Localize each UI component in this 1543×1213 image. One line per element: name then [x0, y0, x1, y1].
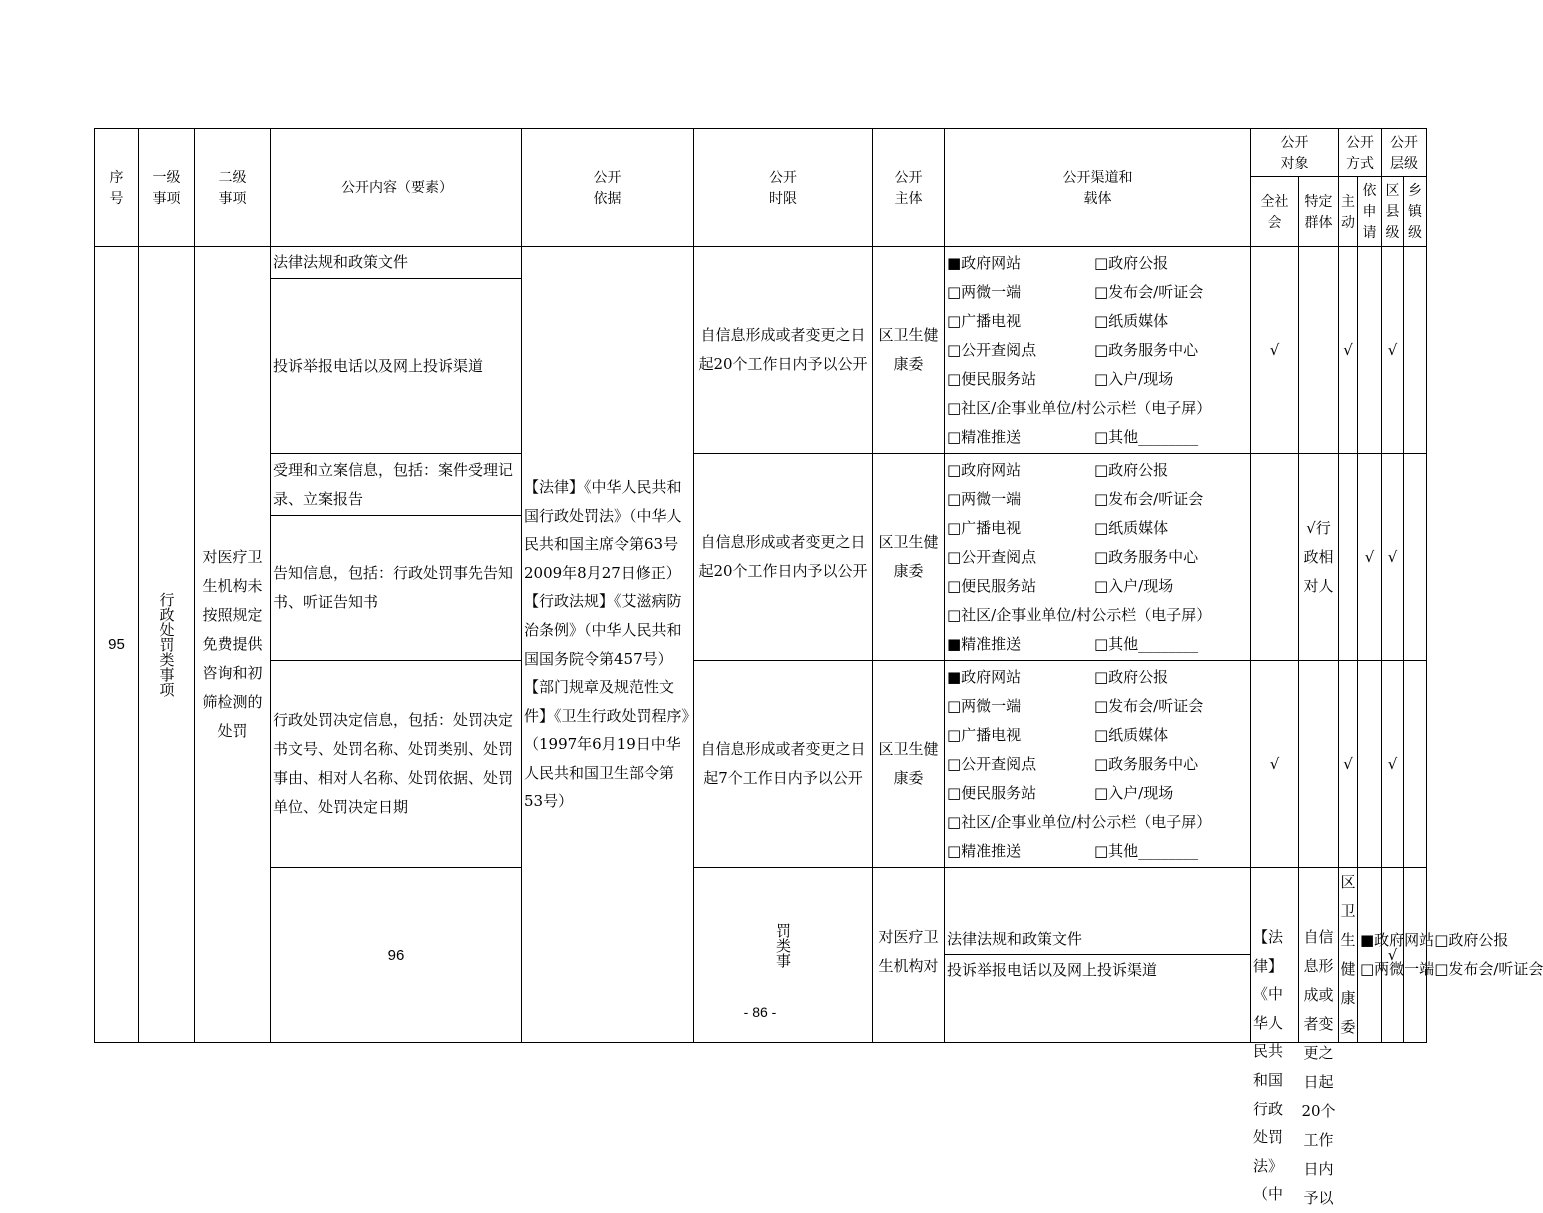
channel-item: □政府公报 — [1094, 253, 1169, 272]
header-level2: 二级事项 — [195, 129, 271, 247]
row-95-content-3: 受理和立案信息，包括：案件受理记录、立案报告 — [271, 454, 522, 516]
header-level-town: 乡镇级 — [1404, 177, 1427, 247]
channel-row — [945, 543, 1250, 572]
channel-item: □社区/企事业单位/村公示栏（电子屏） — [947, 398, 1212, 417]
header-method-active: 主动 — [1339, 177, 1358, 247]
channel-row — [945, 394, 1250, 423]
channel-item: □发布会/听证会 — [1434, 960, 1543, 978]
header-target: 公开对象 — [1251, 129, 1339, 177]
header-method-apply: 依申请 — [1358, 177, 1382, 247]
channel-item: □政务服务中心 — [1094, 340, 1199, 359]
channel-row — [945, 630, 1250, 659]
row-95-target-specific-3 — [1299, 661, 1339, 868]
channel-item: □入户/现场 — [1094, 369, 1174, 388]
row-96-time-limit: 自信息形成或者变更之日起20个工作日内予以 — [1299, 868, 1339, 1043]
channel-item: □便民服务站 — [947, 369, 1037, 388]
channel-item: □社区/企事业单位/村公示栏（电子屏） — [947, 812, 1212, 831]
channel-row — [945, 456, 1250, 485]
row-95-subject-1: 区卫生健康委 — [873, 247, 945, 454]
row-95-county-2: √ — [1382, 454, 1404, 661]
header-seq: 序号 — [95, 129, 139, 247]
channel-row — [945, 721, 1250, 750]
page-number: - 86 - — [743, 1004, 777, 1020]
row-95-active-2 — [1339, 454, 1358, 661]
row-95-level1: 行政处罚类事项 — [139, 247, 195, 1043]
channel-row — [945, 601, 1250, 630]
channel-item: □公开查阅点 — [947, 754, 1037, 773]
channel-item: ■政府网站 — [947, 667, 1022, 686]
header-content: 公开内容（要素） — [271, 129, 522, 247]
channel-item: □纸质媒体 — [1094, 311, 1169, 330]
channel-row — [945, 808, 1250, 837]
row-95-town-2 — [1404, 454, 1427, 661]
channel-item: □政府公报 — [1094, 667, 1169, 686]
row-95-content-5: 行政处罚决定信息，包括：处罚决定书文号、处罚名称、处罚类别、处罚事由、相对人名称、处罚依据、处罚单位、处罚决定日期 — [271, 661, 522, 868]
channel-item: □两微一端 — [1360, 960, 1435, 978]
header-level1: 一级事项 — [139, 129, 195, 247]
header-level: 公开层级 — [1382, 129, 1427, 177]
row-95-basis: 【法律】《中华人民共和国行政处罚法》（中华人民共和国主席令第63号 2009年8月27日修正）【行政法规】《艾滋病防治条例》（中华人民共和国国务院令第457号）【部门规章及规范性文件】《卫生行政处罚程序》（1997年6月19日中华人民共和国卫生部令第53号） — [522, 247, 694, 1043]
row-96-target-all: √ — [1382, 868, 1404, 1043]
header-subject: 公开主体 — [873, 129, 945, 247]
channel-row — [945, 278, 1250, 307]
channel-row — [945, 750, 1250, 779]
channel-item: □纸质媒体 — [1094, 725, 1169, 744]
channel-row — [945, 485, 1250, 514]
header-basis: 公开依据 — [522, 129, 694, 247]
row-95-time-limit-3: 自信息形成或者变更之日起7个工作日内予以公开 — [694, 661, 873, 868]
row-95-subject-3: 区卫生健康委 — [873, 661, 945, 868]
channel-item: □广播电视 — [947, 725, 1022, 744]
row-95-target-specific-2: √行政相对人 — [1299, 454, 1339, 661]
row-95-active-1: √ — [1339, 247, 1358, 454]
channel-item: □入户/现场 — [1094, 576, 1174, 595]
row-95-channels-2 — [945, 454, 1251, 661]
row-96-seq: 96 — [271, 868, 522, 1043]
row-95-content-4: 告知信息，包括：行政处罚事先告知书、听证告知书 — [271, 516, 522, 661]
channel-row — [945, 307, 1250, 336]
row-95-channels-1 — [945, 247, 1251, 454]
row-95-channels-3 — [945, 661, 1251, 868]
channel-item: □公开查阅点 — [947, 340, 1037, 359]
row-96-level2: 对医疗卫生机构对 — [873, 868, 945, 1043]
channel-row — [945, 423, 1250, 452]
row-95-target-specific-1 — [1299, 247, 1339, 454]
row-95-county-3: √ — [1382, 661, 1404, 868]
channel-item: □政府网站 — [947, 460, 1022, 479]
row-95-apply-2: √ — [1358, 454, 1382, 661]
channel-item: □其他________ — [1094, 427, 1199, 446]
channel-row — [945, 572, 1250, 601]
channel-row — [945, 779, 1250, 808]
disclosure-table — [94, 128, 1543, 1207]
channel-item: □发布会/听证会 — [1094, 282, 1204, 301]
channel-item: □政务服务中心 — [1094, 547, 1199, 566]
channel-row — [945, 336, 1250, 365]
channel-item: □社区/企事业单位/村公示栏（电子屏） — [947, 605, 1212, 624]
channel-item: □政务服务中心 — [1094, 754, 1199, 773]
channel-item: □精准推送 — [947, 427, 1022, 446]
channel-row — [945, 663, 1250, 692]
channel-row — [945, 837, 1250, 866]
header-method: 公开方式 — [1339, 129, 1382, 177]
row-95-target-all-2 — [1251, 454, 1299, 661]
channel-item: □广播电视 — [947, 311, 1022, 330]
row-95-content-1: 法律法规和政策文件 — [271, 247, 522, 279]
channel-row — [1358, 926, 1509, 955]
channel-item: □两微一端 — [947, 282, 1022, 301]
row-95-content-2: 投诉举报电话以及网上投诉渠道 — [271, 279, 522, 454]
row-96-subject: 区卫生健康委 — [1339, 868, 1358, 1043]
channel-row — [945, 514, 1250, 543]
row-96-level1: 罚类事 — [694, 868, 873, 1043]
row-95-apply-3 — [1358, 661, 1382, 868]
row-95-county-1: √ — [1382, 247, 1404, 454]
channel-row — [945, 692, 1250, 721]
row-96-basis: 【法律】《中华人民共和国行政处罚法》（中 — [1251, 868, 1299, 1043]
row-95-time-limit-1: 自信息形成或者变更之日起20个工作日内予以公开 — [694, 247, 873, 454]
channel-item: □纸质媒体 — [1094, 518, 1169, 537]
channel-item: □精准推送 — [947, 841, 1022, 860]
channel-row — [945, 249, 1250, 278]
row-95-subject-2: 区卫生健康委 — [873, 454, 945, 661]
channel-item: ■政府网站 — [1360, 931, 1435, 949]
header-target-all: 全社会 — [1251, 177, 1299, 247]
channel-item: □发布会/听证会 — [1094, 489, 1204, 508]
row-96-content-2: 投诉举报电话以及网上投诉渠道 — [947, 961, 1158, 979]
channel-item: □其他________ — [1094, 634, 1199, 653]
channel-item: □政府公报 — [1094, 460, 1169, 479]
row-95-level2: 对医疗卫生机构未按照规定免费提供咨询和初筛检测的处罚 — [195, 247, 271, 1043]
channel-item: □两微一端 — [947, 696, 1022, 715]
channel-item: □其他________ — [1094, 841, 1199, 860]
header-level-county: 区县级 — [1382, 177, 1404, 247]
row-95-town-1 — [1404, 247, 1427, 454]
row-95-time-limit-2: 自信息形成或者变更之日起20个工作日内予以公开 — [694, 454, 873, 661]
channel-row — [1358, 955, 1543, 984]
channel-item: □发布会/听证会 — [1094, 696, 1204, 715]
channel-item: □入户/现场 — [1094, 783, 1174, 802]
row-95-target-all-3: √ — [1251, 661, 1299, 868]
channel-item: □便民服务站 — [947, 783, 1037, 802]
channel-item: □广播电视 — [947, 518, 1022, 537]
header-target-specific: 特定群体 — [1299, 177, 1339, 247]
channel-item: □公开查阅点 — [947, 547, 1037, 566]
row-95-town-3 — [1404, 661, 1427, 868]
header-time-limit: 公开时限 — [694, 129, 873, 247]
channel-item: □两微一端 — [947, 489, 1022, 508]
row-96-content-1: 法律法规和政策文件 — [945, 925, 1250, 955]
channel-item: ■精准推送 — [947, 634, 1022, 653]
row-95-active-3: √ — [1339, 661, 1358, 868]
row-95-target-all-1: √ — [1251, 247, 1299, 454]
row-95-seq: 95 — [95, 247, 139, 1043]
channel-row — [945, 365, 1250, 394]
channel-item: □便民服务站 — [947, 576, 1037, 595]
channel-item: □政府公报 — [1434, 931, 1509, 949]
channel-item: ■政府网站 — [947, 253, 1022, 272]
row-95-apply-1 — [1358, 247, 1382, 454]
header-channel: 公开渠道和载体 — [945, 129, 1251, 247]
